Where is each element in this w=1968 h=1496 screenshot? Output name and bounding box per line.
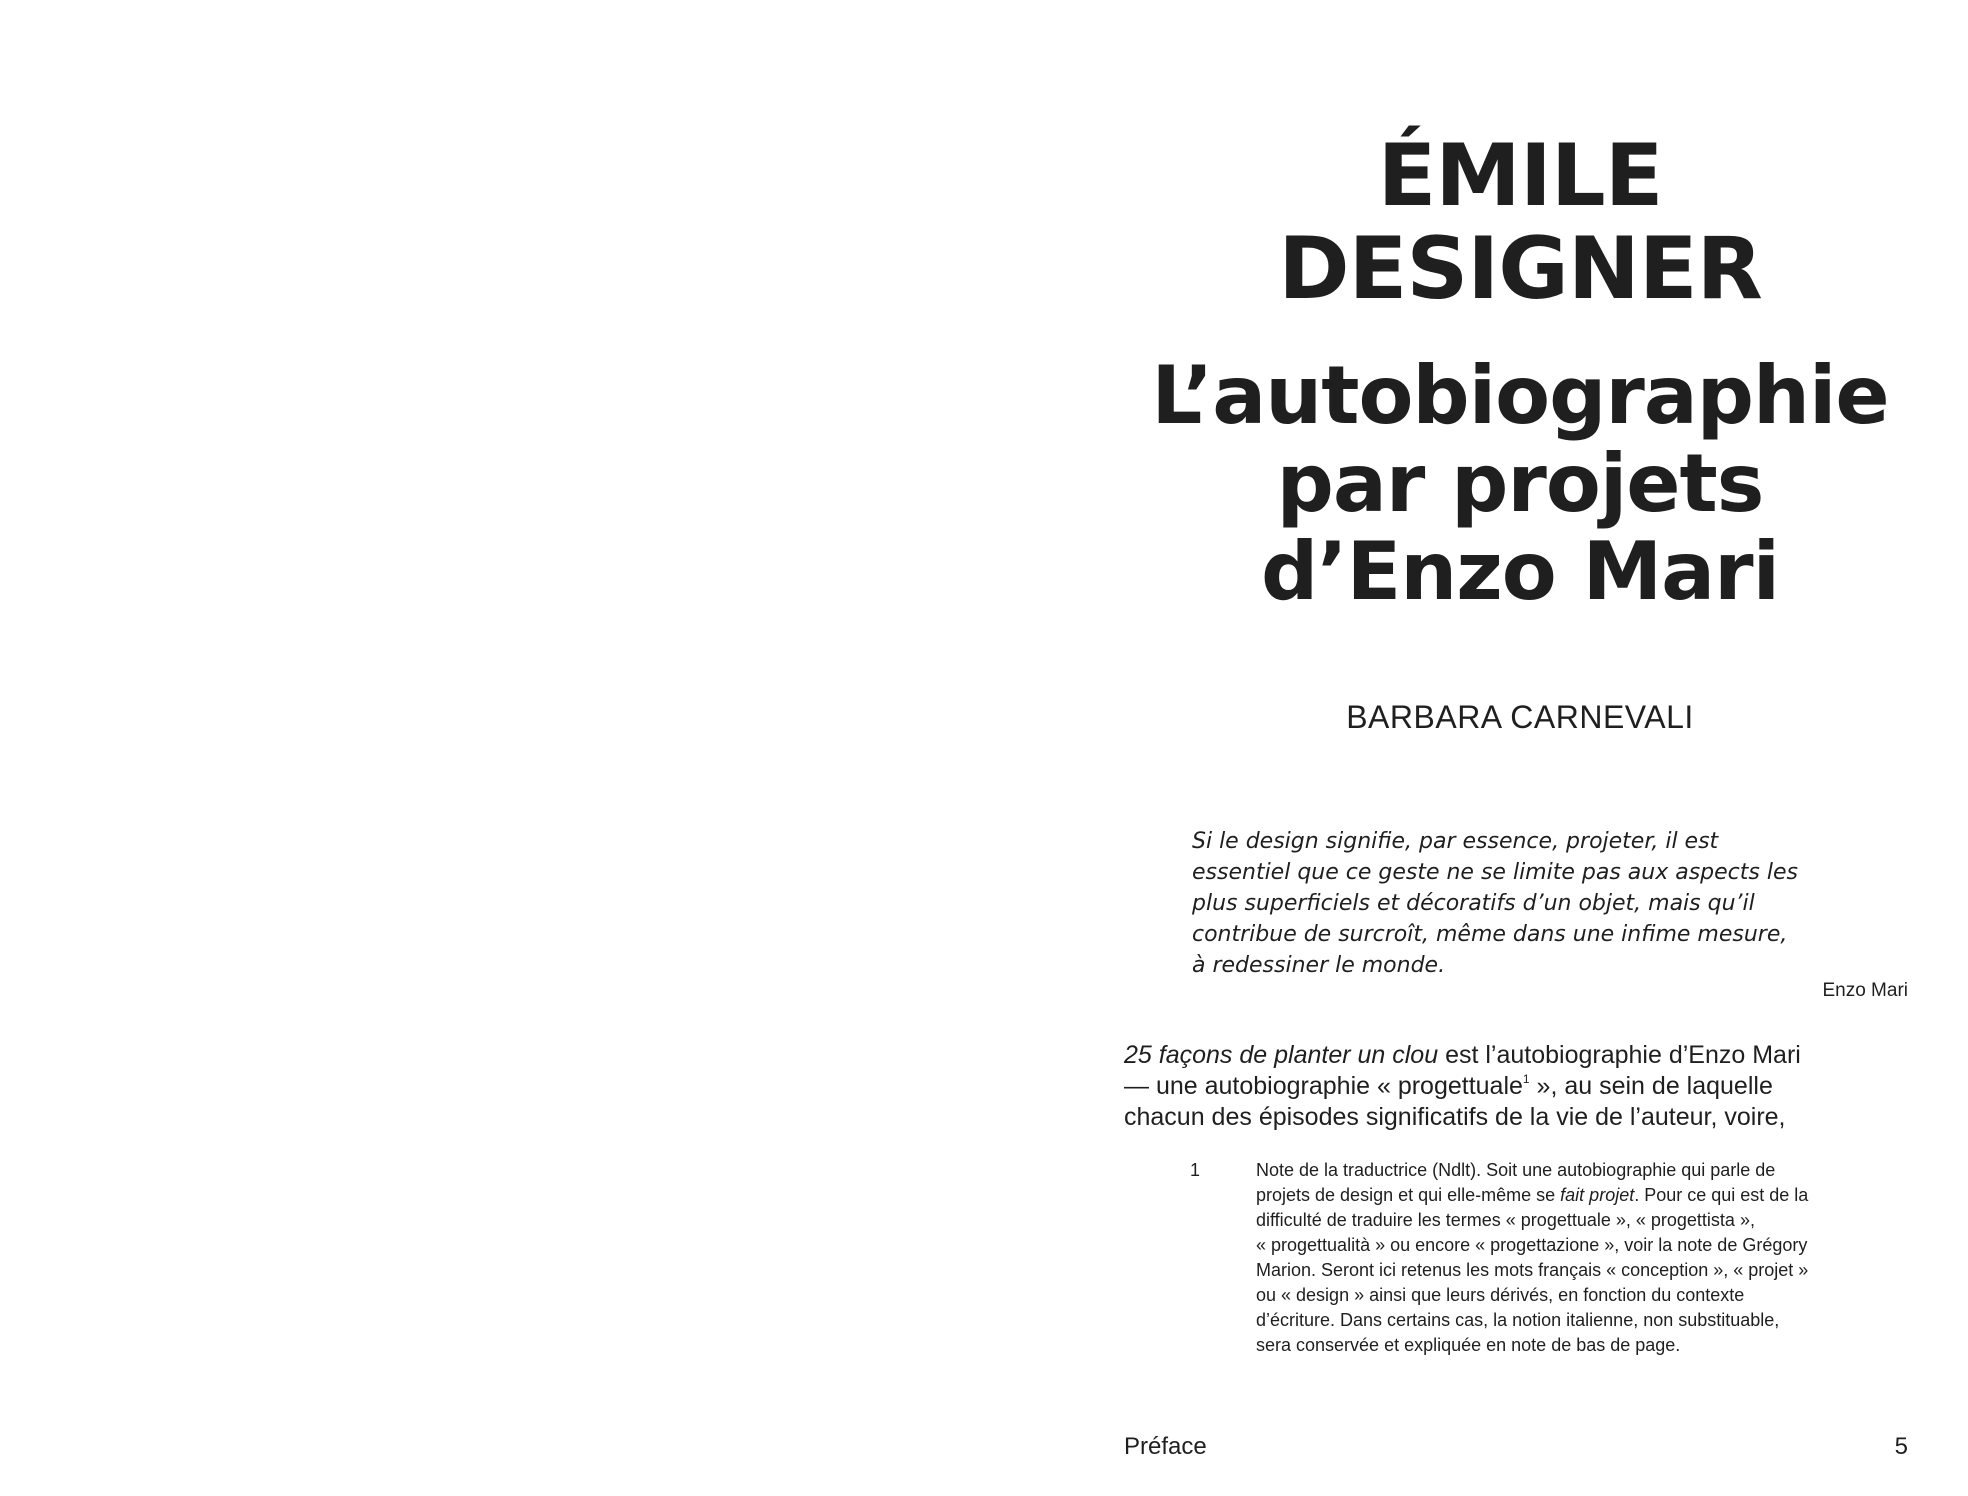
footnote-text <box>1256 1158 1920 1358</box>
page-number: 5 <box>1894 1433 1908 1460</box>
subtitle-line-3: d’Enzo Mari <box>1260 525 1780 618</box>
epigraph-quote <box>1192 826 1852 981</box>
epigraph-line: Si le design signifie, par essence, projeter, il est <box>1192 829 1719 854</box>
book-title-italic: 25 façons de planter un clou <box>1124 1041 1439 1069</box>
epigraph-line: essentiel que ce geste ne se limite pas aux aspects les <box>1192 860 1798 885</box>
title-line-2: DESIGNER <box>1278 219 1762 319</box>
body-text-segment: — une autobiographie « progettuale <box>1124 1072 1523 1100</box>
footnote-text-segment: projets de design et qui elle-même se <box>1256 1185 1561 1205</box>
footnote-line: Note de la traductrice (Ndlt). Soit une autobiographie qui parle de <box>1256 1160 1776 1180</box>
footnote-italic: fait projet <box>1560 1185 1635 1205</box>
subtitle-line-2: par projets <box>1276 437 1764 530</box>
footnote-line <box>1256 1183 1920 1208</box>
footnote-reference[interactable]: 1 <box>1522 1072 1530 1086</box>
epigraph-line: contribue de surcroît, même dans une infime mesure, <box>1192 922 1788 947</box>
footnote-line: Marion. Seront ici retenus les mots français « conception », « projet » <box>1256 1260 1809 1280</box>
body-line-3: chacun des épisodes significatifs de la vie de l’auteur, voire, <box>1124 1103 1786 1131</box>
footnote-line: « progettualità » ou encore « progettazione », voir la note de Grégory <box>1256 1235 1808 1255</box>
body-line-1 <box>1124 1040 1924 1071</box>
footnote-line: difficulté de traduire les termes « progettuale », « progettista », <box>1256 1210 1755 1230</box>
title-line-1: ÉMILE <box>1377 126 1663 226</box>
running-head: Préface <box>1124 1433 1207 1460</box>
epigraph-line: plus superficiels et décoratifs d’un objet, mais qu’il <box>1192 891 1755 916</box>
body-text-segment: », au sein de laquelle <box>1529 1072 1773 1100</box>
epigraph-line: à redessiner le monde. <box>1192 953 1446 978</box>
footnote-line: ou « design » ainsi que leurs dérivés, en fonction du contexte <box>1256 1285 1745 1305</box>
body-text-segment: est l’autobiographie d’Enzo Mari <box>1438 1041 1801 1069</box>
author-name: BARBARA CARNEVALI <box>1346 699 1694 735</box>
subtitle-line-1: L’autobiographie <box>1151 349 1889 442</box>
footnote-text-segment: . Pour ce qui est de la <box>1634 1185 1809 1205</box>
epigraph-attribution: Enzo Mari <box>1822 980 1908 1001</box>
body-paragraph <box>1124 1040 1924 1133</box>
footnote-line: sera conservée et expliquée en note de bas de page. <box>1256 1335 1681 1355</box>
body-line-2 <box>1124 1071 1924 1102</box>
footnote-line: d’écriture. Dans certains cas, la notion italienne, non substituable, <box>1256 1310 1780 1330</box>
footnote-number: 1 <box>1190 1160 1201 1180</box>
